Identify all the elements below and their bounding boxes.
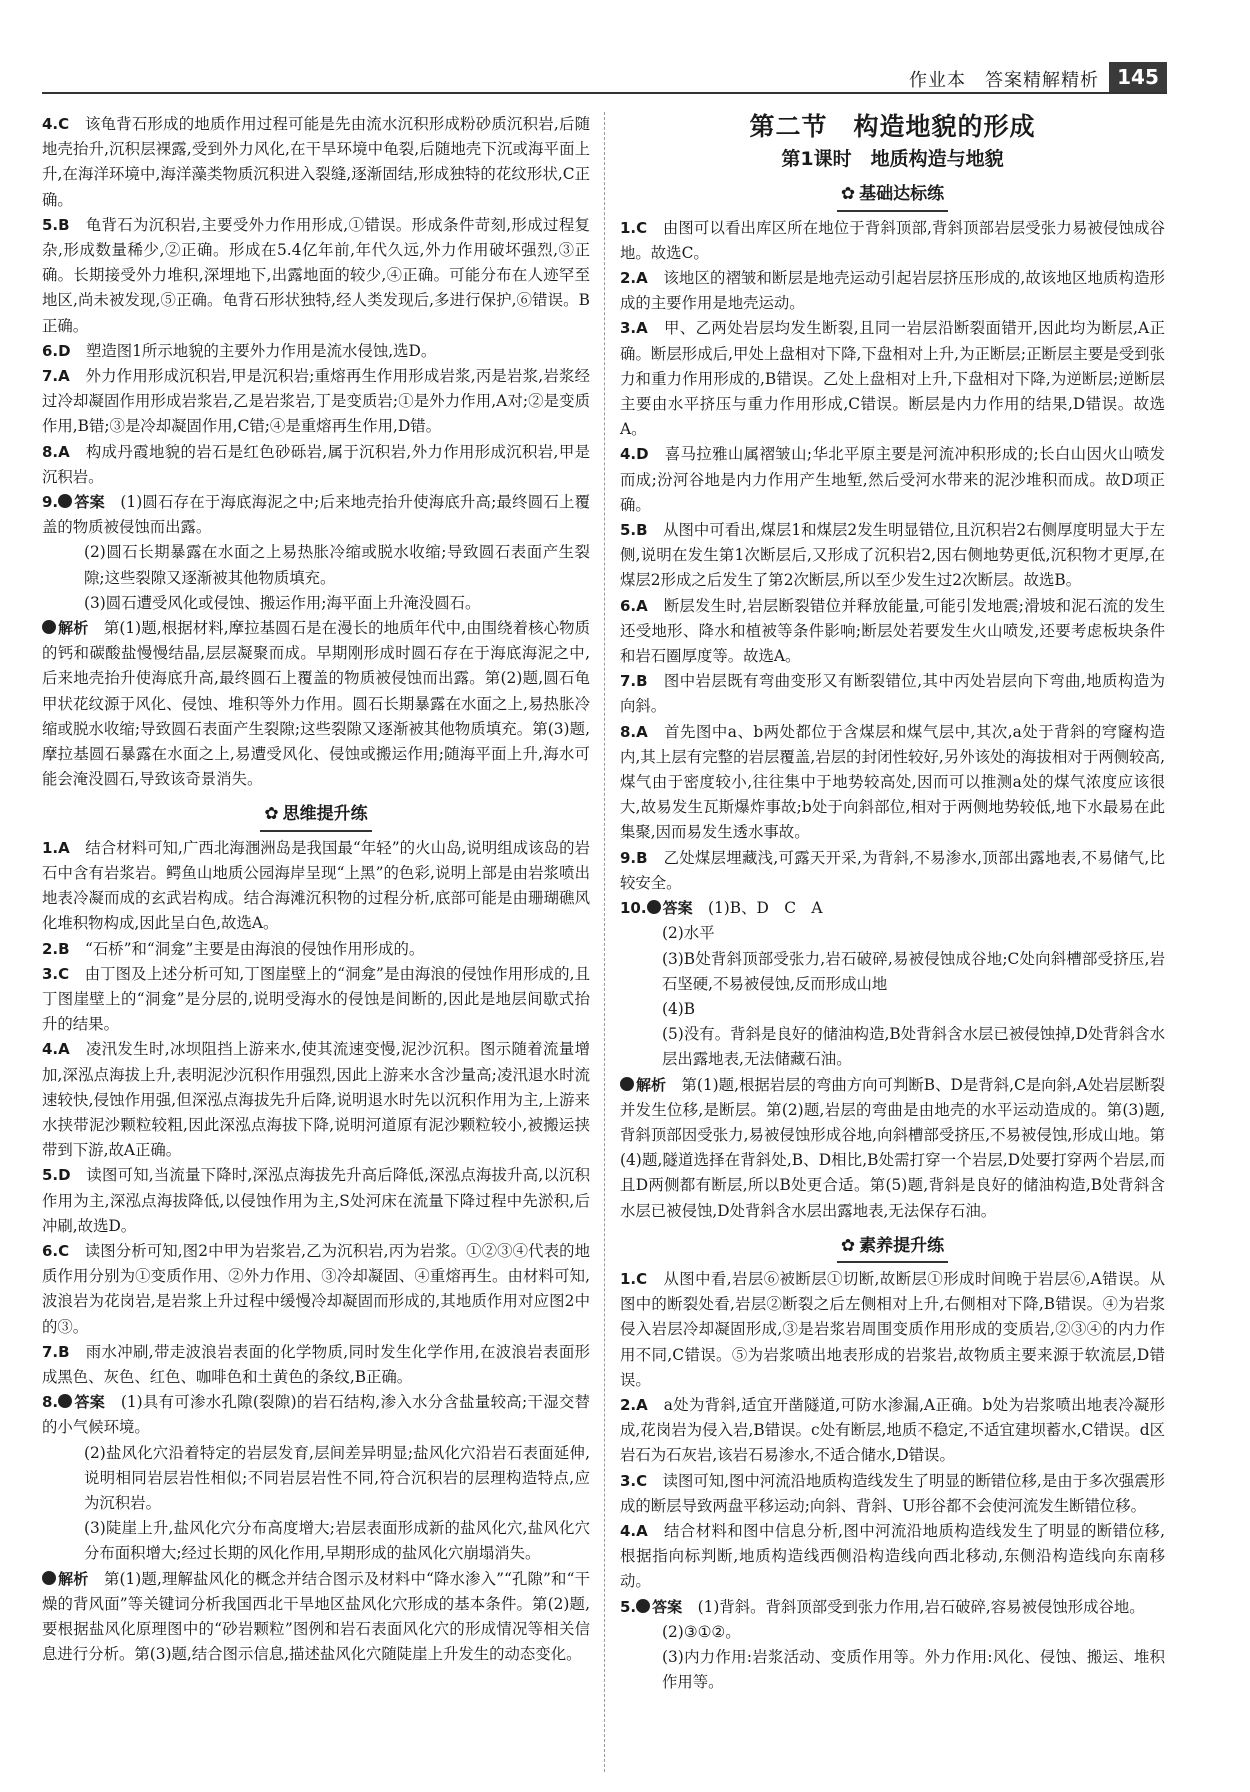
item-number: 2.A [620,1395,648,1414]
question-8: 8. 答案 (1)具有可渗水孔隙(裂隙)的岩石结构,渗入水分含盐量较高;干湿交替的小气候环境。 (2)盐风化穴沿着特定的岩层发育,层间差异明显;盐风化穴沿岩石表面延伸,说明相同岩层岩性相似;不同岩层岩性不同,符合沉积岩的层理构造特点,应为沉积岩。 (3)陡崖上升,盐风化穴分布高度增大;岩层表面形成新的盐风化穴,盐风化穴分布面积增大;经过长期的风化作用,早期形成的盐风化穴崩塌消失。 解析 第(1)题,理解盐风化的概念并结合图示及材料中“降水渗入”“孔隙”和“干燥的背风面”等关键词分析我国西北干旱地区盐风化穴形成的基本条件。第(2)题,要根据盐风化原理图中的“砂岩颗粒”图例和岩石表面风化穴的形成情况等相关信息进行分析。第(3)题,结合图示信息,描述盐风化穴随陡崖上升发生的动态变化。 [42,1393,590,1664]
answer-item [42,1340,590,1390]
section-heading-basic: ✿ 基础达标练 [620,182,1165,211]
analysis-label: 解析 [636,1075,667,1094]
item-text: 外力作用形成沉积岩,甲是沉积岩;重熔再生作用形成岩浆,丙是岩浆,岩浆经过冷却凝固作用形成岩浆岩,乙是岩浆岩,丁是变质岩;①是外力作用,A对;②是变质作用,B错;③是冷却凝固作用,C错;④是重熔再生作用,D错。 [42,367,590,436]
answer-item [620,266,1165,316]
answer-item [620,1519,1165,1595]
answer-label: 答案 [74,493,105,512]
item-text: 图中岩层既有弯曲变形又有断裂错位,其中丙处岩层向下弯曲,地质构造为向斜。 [620,672,1165,716]
answer-item [620,316,1165,442]
q10-answer-2: (2)水平 [662,924,715,943]
item-text: 读图可知,当流量下降时,深泓点海拔先升高后降低,深泓点海拔升高,以沉积作用为主,深泓点海拔降低,以侵蚀作用为主,S处河床在流量下降过程中先淤积,后冲刷,故选D。 [42,1166,590,1235]
page-header [42,62,1167,95]
item-number: 4.A [42,1040,70,1059]
answer-item [42,1037,590,1163]
answer-item [620,1267,1165,1393]
answer-label: 答案 [662,899,693,918]
item-text: 该龟背石形成的地质作用过程可能是先由流水沉积形成粉砂质沉积岩,后随地壳抬升,沉积层裸露,受到外力风化,在干旱环境中龟裂,后随地壳下沉或海平面上升,在海洋环境中,海洋藻类物质沉积进入裂缝,逐渐固结,形成独特的花纹形状,C正确。 [42,115,590,209]
item-text: “石桥”和“洞龛”主要是由海浪的侵蚀作用形成的。 [84,939,425,958]
chapter-title: 第二节 构造地貌的形成 [749,112,1036,141]
q8-answer-3: (3)陡崖上升,盐风化穴分布高度增大;岩层表面形成新的盐风化穴,盐风化穴分布面积增大;经过长期的风化作用,早期形成的盐风化穴崩塌消失。 [84,1519,590,1563]
leaf-icon: ✿ [840,184,856,205]
item-number: 1.C [620,218,648,237]
item-text: 结合材料可知,广西北海涠洲岛是我国最“年轻”的火山岛,说明组成该岛的岩石中含有岩浆岩。鳄鱼山地质公园海岸呈现“上黑”的色彩,说明上部是由岩浆喷出地表冷凝而成的玄武岩构成。结合海滩沉积物的过程分析,底部可能是由珊瑚礁风化堆积物构成,因此呈白色,故选A。 [42,838,590,933]
answer-label: 答案 [652,1597,683,1616]
answer-item [620,1393,1165,1469]
answer-item [42,1163,590,1239]
item-text: 塑造图1所示地貌的主要外力作用是流水侵蚀,选D。 [86,341,437,360]
item-text: 构成丹霞地貌的岩石是红色砂砾岩,属于沉积岩,外力作用形成沉积岩,甲是沉积岩。 [42,442,590,486]
item-text: 由图可以看出库区所在地位于背斜顶部,背斜顶部岩层受张力易被侵蚀成谷地。故选C。 [620,218,1165,262]
header-rule [42,92,1167,94]
answer-item [620,720,1165,846]
answer-item [42,1239,590,1340]
answer-item [42,339,590,364]
answer-item [42,836,590,937]
right-column [620,112,1165,1695]
question-10: 10. 答案 (1)B、D C A (2)水平 (3)B处背斜顶部受张力,岩石破碎,易被侵蚀成谷地;C处向斜槽部受挤压,岩石坚硬,不易被侵蚀,反而形成山地 (4)B (5)没有。背斜是良好的储油构造,B处背斜含水层已被侵蚀掉,D处背斜含水层出露地表,无法储藏石油。 解析 第(1)题,根据岩层的弯曲方向可判断B、D是背斜,C是向斜,A处岩层断裂并发生位移,是断层。第(2)题,岩层的弯曲是由地壳的水平运动造成的。第(3)题,背斜顶部因受张力,易被侵蚀形成谷地,向斜槽部受挤压,不易被侵蚀,形成山地。第(4)题,隧道选择在背斜处,B、D相比,B处需打穿一个岩层,D处要打穿两个岩层,而且D两侧都有断层,所以B处更合适。第(5)题,背斜是良好的储油构造,B处背斜含水层已被侵蚀,D处背斜含水层出露地表,无法保存石油。 [620,899,1165,1220]
item-number: 6.D [42,341,71,360]
answer-item [42,364,590,440]
q9-answer-3: (3)圆石遭受风化或侵蚀、搬运作用;海平面上升淹没圆石。 [84,593,481,612]
question-9: 9. 答案 (1)圆石存在于海底海泥之中;后来地壳抬升使海底升高;最终圆石上覆盖的物质被侵蚀而出露。 (2)圆石长期暴露在水面之上易热胀冷缩或脱水收缩;导致圆石表面产生裂隙;这些裂隙又逐渐被其他物质填充。 (3)圆石遭受风化或侵蚀、搬运作用;海平面上升淹没圆石。 解析 第(1)题,根据材料,摩拉基圆石是在漫长的地质年代中,由围绕着核心物质的钙和碳酸盐慢慢结晶,层层凝聚而成。早期刚形成时圆石存在于海底海泥之中,后来地壳抬升使海底升高,最终圆石上覆盖的物质被侵蚀而出露。第(2)题,圆石龟甲状花纹源于风化、侵蚀、堆积等外力作用。圆石长期暴露在水面之上,易热胀冷缩或脱水收缩;导致圆石表面产生裂隙;这些裂隙又逐渐被其他物质填充。第(3)题,摩拉基圆石暴露在水面之上,易遭受风化、侵蚀或搬运作用;随海平面上升,海水可能会淹没圆石,导致该奇景消失。 [42,493,590,789]
answer-item [42,937,590,962]
item-text: 雨水冲刷,带走波浪岩表面的化学物质,同时发生化学作用,在波浪岩表面形成黑色、灰色、红色、咖啡色和土黄色的条纹,B正确。 [42,1342,590,1386]
item-text: 由丁图及上述分析可知,丁图崖壁上的“洞龛”是由海浪的侵蚀作用形成的,且丁图崖壁上的“洞龛”是分层的,说明受海水的侵蚀是间断的,因此是地层间歇式抬升的结果。 [42,964,590,1034]
answer-item [620,846,1165,896]
answer-item [42,962,590,1038]
item-text: 读图分析可知,图2中甲为岩浆岩,乙为沉积岩,丙为岩浆。①②③④代表的地质作用分别为①变质作用、②外力作用、③冷却凝固、④重熔再生。由材料可知,波浪岩为花岗岩,是岩浆上升过程中缓慢冷却凝固而形成的,其地质作用对应图2中的③。 [42,1241,590,1336]
item-number: 4.A [620,1521,648,1540]
answer-item [42,213,590,339]
section-heading-quality: ✿ 素养提升练 [620,1234,1165,1263]
item-number: 2.B [42,939,70,958]
item-text: 断层发生时,岩层断裂错位并释放能量,可能引发地震;滑坡和泥石流的发生还受地形、降水和植被等条件影响;断层处若要发生火山喷发,还要考虑板块条件和岩石圈厚度等。故选A。 [620,596,1165,666]
item-text: 喜马拉雅山属褶皱山;华北平原主要是河流冲积形成的;长白山因火山喷发而成;汾河谷地是内力作用产生地堑,然后受河水带来的泥沙堆积而成。故D项正确。 [620,445,1165,514]
q10-answer-5: (5)没有。背斜是良好的储油构造,B处背斜含水层已被侵蚀掉,D处背斜含水层出露地表,无法储藏石油。 [662,1025,1165,1069]
left-column [42,112,590,1667]
q10-answer-3: (3)B处背斜顶部受张力,岩石破碎,易被侵蚀成谷地;C处向斜槽部受挤压,岩石坚硬,不易被侵蚀,反而形成山地 [662,949,1165,993]
bulb-icon [636,1599,650,1613]
bulb-icon [620,1077,634,1091]
section-heading-think: ✿ 思维提升练 [42,802,590,831]
item-text: 凌汛发生时,冰坝阻挡上游来水,使其流速变慢,泥沙沉积。图示随着流量增加,深泓点海拔上升,表明泥沙沉积作用强烈,因此上游来水含沙量高;凌汛退水时流速较快,侵蚀作用强,但深泓点海拔先升后降,说明退水时先以沉积作用为主,上游来水挟带泥沙颗粒较粗,因此深泓点海拔下降,说明河道原有泥沙颗粒较小,被搬运挟带到下游,故A正确。 [42,1040,590,1160]
bulb-icon [58,494,72,508]
answer-item [620,594,1165,670]
item-number: 7.A [42,367,70,386]
item-number: 1.A [42,838,70,857]
item-number: 3.A [620,319,648,338]
column-divider [604,112,605,1772]
leaf-icon: ✿ [264,804,279,825]
answer-item [42,440,590,490]
q10-answer-1: (1)B、D C A [708,899,823,918]
item-number: 7.B [42,1342,70,1361]
bulb-icon [58,1394,72,1408]
item-text: 从图中看,岩层⑥被断层①切断,故断层①形成时间晚于岩层⑥,A错误。从图中的断裂处看,岩层②断裂之后左侧相对上升,右侧相对下降,B错误。④为岩浆侵入岩层冷却凝固形成,③是岩浆岩周围变质作用形成的变质岩,②③④的内力作用不同,C错误。⑤为岩浆喷出地表形成的岩浆岩,故物质主要来源于软流层,D错误。 [620,1269,1165,1389]
bulb-icon [42,620,56,634]
item-number: 6.C [42,1241,70,1260]
bulb-icon [42,1571,56,1585]
item-number: 4.D [620,445,649,464]
item-text: 读图可知,图中河流沿地质构造线发生了明显的断错位移,是由于多次强震形成的断层导致两盘平移运动;向斜、背斜、U形谷都不会使河流发生断错位移。 [620,1471,1165,1515]
q10-answer-4: (4)B [662,999,696,1018]
q5-answer-3: (3)内力作用:岩浆活动、变质作用等。外力作用:风化、侵蚀、搬运、堆积作用等。 [662,1647,1165,1692]
q9-answer-1: (1)圆石存在于海底海泥之中;后来地壳抬升使海底升高;最终圆石上覆盖的物质被侵蚀而出露。 [42,493,590,537]
item-number: 3.C [620,1471,648,1490]
item-number: 9.B [620,848,648,867]
item-number: 3.C [42,964,70,983]
page-number: 145 [1109,62,1167,93]
header-title: 作业本 答案精解精析 [909,70,1099,91]
q10-analysis: 第(1)题,根据岩层的弯曲方向可判断B、D是背斜,C是向斜,A处岩层断裂并发生位移,是断层。第(2)题,岩层的弯曲是由地壳的水平运动造成的。第(3)题,背斜顶部因受张力,易被侵蚀形成谷地,向斜槽部受挤压,不易被侵蚀,形成山地。第(4)题,隧道选择在背斜处,B、D相比,B处需打穿一个岩层,D处要打穿两个岩层,而且D两侧都有断层,所以B处更合适。第(5)题,背斜是良好的储油构造,B处背斜含水层已被侵蚀,D处背斜含水层出露地表,无法保存石油。 [620,1075,1165,1220]
item-number: 6.A [620,596,648,615]
item-text: 结合材料和图中信息分析,图中河流沿地质构造线发生了明显的断错位移,根据指向标判断,地质构造线西侧沿构造线向西北移动,东侧沿构造线向东南移动。 [620,1521,1165,1591]
item-text: 该地区的褶皱和断层是地壳运动引起岩层挤压形成的,故该地区地质构造形成的主要作用是地壳运动。 [620,269,1165,313]
lesson-title: 第1课时 地质构造与地貌 [781,148,1004,171]
item-text: 乙处煤层埋藏浅,可露天开采,为背斜,不易渗水,顶部出露地表,不易储气,比较安全。 [620,848,1165,892]
item-number: 5.D [42,1166,71,1185]
q8-answer-1: (1)具有可渗水孔隙(裂隙)的岩石结构,渗入水分含盐量较高;干湿交替的小气候环境。 [42,1393,590,1437]
q5-answer-2: (2)③①②。 [662,1622,741,1641]
q8-answer-2: (2)盐风化穴沿着特定的岩层发育,层间差异明显;盐风化穴沿岩石表面延伸,说明相同岩层岩性相似;不同岩层岩性不同,符合沉积岩的层理构造特点,应为沉积岩。 [84,1443,590,1512]
analysis-label: 解析 [58,619,89,638]
answer-item [620,442,1165,518]
item-number: 8.A [42,442,70,461]
q9-analysis: 第(1)题,根据材料,摩拉基圆石是在漫长的地质年代中,由围绕着核心物质的钙和碳酸盐慢慢结晶,层层凝聚而成。早期刚形成时圆石存在于海底海泥之中,后来地壳抬升使海底升高,最终圆石上覆盖的物质被侵蚀而出露。第(2)题,圆石龟甲状花纹源于风化、侵蚀、堆积等外力作用。圆石长期暴露在水面之上,易热胀冷缩或脱水收缩;导致圆石表面产生裂隙;这些裂隙又逐渐被其他物质填充。第(3)题,摩拉基圆石暴露在水面之上,易遭受风化、侵蚀或搬运作用;随海平面上升,海水可能会淹没圆石,导致该奇景消失。 [42,619,590,789]
answer-label: 答案 [74,1393,106,1412]
analysis-label: 解析 [58,1569,89,1588]
answer-item [620,669,1165,719]
answer-item [42,112,590,213]
item-number: 5.B [620,521,648,540]
leaf-icon: ✿ [840,1235,856,1256]
answer-item [620,518,1165,594]
item-text: 甲、乙两处岩层均发生断裂,且同一岩层沿断裂面错开,因此均为断层,A正确。断层形成后,甲处上盘相对下降,下盘相对上升,为正断层;正断层主要是受到张力和重力作用形成的,B错误。乙处上盘相对上升,下盘相对下降,为逆断层;逆断层主要由水平挤压与重力作用形成,C错误。断层是内力作用的结果,D错误。故选A。 [620,319,1165,439]
item-number: 5.B [42,215,70,234]
question-5: 5. 答案 (1)背斜。背斜顶部受到张力作用,岩石破碎,容易被侵蚀形成谷地。 (2)③①②。 (3)内力作用:岩浆活动、变质作用等。外力作用:风化、侵蚀、搬运、堆积作用等。 [620,1595,1165,1696]
item-text: a处为背斜,适宜开凿隧道,可防水渗漏,A正确。b处为岩浆喷出地表冷凝形成,花岗岩为侵入岩,B错误。c处有断层,地质不稳定,不适宜建坝蓄水,C错误。d区岩石为石灰岩,该岩石易渗水,不适合储水,D错误。 [620,1395,1165,1465]
item-number: 1.C [620,1269,648,1288]
item-text: 龟背石为沉积岩,主要受外力作用形成,①错误。形成条件苛刻,形成过程复杂,形成数量稀少,②正确。形成在5.4亿年前,年代久远,外力作用破坏强烈,③正确。长期接受外力堆积,深埋地下,出露地面的较少,④正确。可能分布在人迹罕至地区,尚未被发现,⑤正确。龟背石形状独特,经人类发现后,多进行保护,⑥错误。B正确。 [42,215,590,335]
q5-answer-1: (1)背斜。背斜顶部受到张力作用,岩石破碎,容易被侵蚀形成谷地。 [697,1597,1145,1616]
q9-answer-2: (2)圆石长期暴露在水面之上易热胀冷缩或脱水收缩;导致圆石表面产生裂隙;这些裂隙又逐渐被其他物质填充。 [84,543,590,587]
item-number: 2.A [620,269,648,288]
item-text: 从图中可看出,煤层1和煤层2发生明显错位,且沉积岩2右侧厚度明显大于左侧,说明在发生第1次断层后,又形成了沉积岩2,因右侧地势更低,沉积物才更厚,在煤层2形成之后发生了第2次断层,所以至少发生过2次断层。故选B。 [620,521,1165,590]
item-number: 7.B [620,672,648,691]
q8-analysis: 第(1)题,理解盐风化的概念并结合图示及材料中“降水渗入”“孔隙”和“干燥的背风面”等关键词分析我国西北干旱地区盐风化穴形成的基本条件。第(2)题,要根据盐风化原理图中的“砂岩颗粒”图例和岩石表面风化穴的形成情况等相关信息进行分析。第(3)题,结合图示信息,描述盐风化穴随陡崖上升发生的动态变化。 [42,1569,590,1664]
answer-item [620,216,1165,266]
item-text: 首先图中a、b两处都位于含煤层和煤气层中,其次,a处于背斜的穹窿构造内,其上层有完整的岩层覆盖,岩层的封闭性较好,另外该处的海拔相对于两侧较高,煤气由于密度较小,往往集中于地势较高处,因而可以推测a处的煤气浓度应该很大,故易发生瓦斯爆炸事故;b处于向斜部位,相对于两侧地势较低,地下水最易在此集聚,因而易发生透水事故。 [620,722,1165,842]
answer-item [620,1469,1165,1519]
bulb-icon [647,900,661,914]
item-number: 8.A [620,722,648,741]
item-number: 4.C [42,115,70,133]
